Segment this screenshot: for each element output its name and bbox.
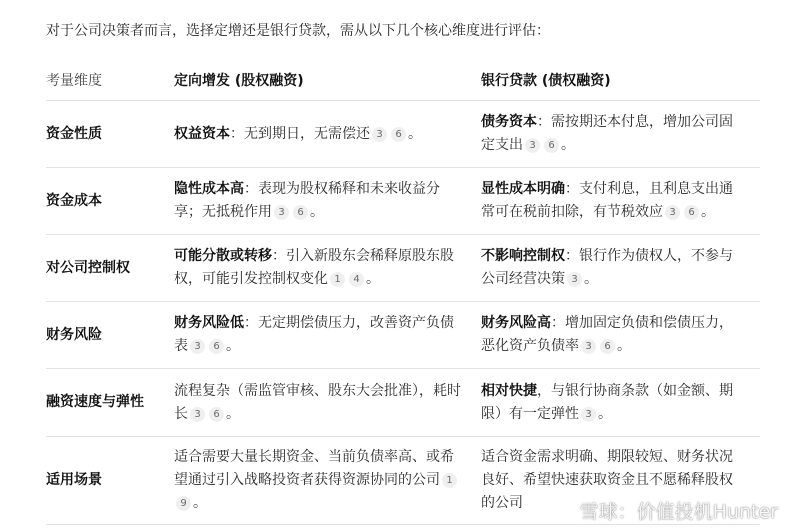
citation-badge[interactable]: 3 (581, 407, 596, 422)
private-placement-cell (174, 437, 481, 525)
private-placement-cell (174, 168, 481, 235)
citation-badge[interactable]: 6 (684, 205, 699, 220)
table-row (46, 235, 760, 302)
keyword-text: 财务风险高 (481, 315, 551, 331)
private-placement-cell (174, 101, 481, 168)
dimension-cell: 融资速度与弹性 (46, 369, 174, 437)
bank-loan-cell (481, 369, 760, 437)
citation-badge[interactable]: 3 (581, 339, 596, 354)
citation-badge[interactable]: 3 (525, 138, 540, 153)
citation-badge[interactable]: 6 (544, 138, 559, 153)
punctuation-text: 。 (226, 338, 240, 354)
bank-loan-cell (481, 101, 760, 168)
punctuation-text: 。 (193, 495, 207, 511)
header-dimension: 考量维度 (46, 62, 174, 101)
dimension-cell: 资金性质 (46, 101, 174, 168)
punctuation-text: 。 (701, 204, 715, 220)
citation-badge[interactable]: 3 (665, 205, 680, 220)
citation-badge[interactable]: 6 (600, 339, 615, 354)
bank-loan-cell (481, 235, 760, 302)
citation-badge[interactable]: 3 (190, 407, 205, 422)
header-private-placement: 定向增发 (股权融资) (174, 62, 481, 101)
watermark (546, 501, 778, 523)
keyword-text: 债务资本 (481, 114, 537, 130)
description-text: ：引入新股东会稀释原股东股权，可能引发控制权变化 (174, 248, 454, 287)
intro-text: 对于公司决策者而言，选择定增还是银行贷款，需从以下几个核心维度进行评估： (46, 23, 550, 39)
description-text: ：表现为股权稀释和未来收益分享；无抵税作用 (174, 181, 440, 220)
citation-badge[interactable]: 3 (372, 127, 387, 142)
citation-badge[interactable]: 6 (209, 407, 224, 422)
citation-badge[interactable]: 6 (209, 339, 224, 354)
dimension-cell: 适用场景 (46, 437, 174, 525)
description-text: ：需按期还本付息，增加公司固定支出 (481, 114, 733, 153)
private-placement-cell (174, 235, 481, 302)
keyword-text: 显性成本明确 (481, 181, 565, 197)
keyword-text: 财务风险低 (174, 315, 244, 331)
description-text: 适合需要大量长期资金、当前负债率高、或希望通过引入战略投资者获得资源协同的公司 (174, 449, 454, 488)
bank-loan-cell (481, 168, 760, 235)
citation-badge[interactable]: 1 (442, 473, 457, 488)
punctuation-text: 。 (408, 125, 422, 142)
description-text: ：无定期偿债压力，改善资产负债表 (174, 315, 454, 354)
citation-badge[interactable]: 6 (293, 205, 308, 220)
citation-badge[interactable]: 9 (176, 496, 191, 511)
keyword-text: 不影响控制权 (481, 248, 565, 264)
punctuation-text: 。 (584, 271, 598, 287)
keyword-text: 可能分散或转移 (174, 248, 272, 264)
snowball-logo-icon (546, 501, 576, 523)
citation-badge[interactable]: 3 (567, 272, 582, 287)
table-row (46, 168, 760, 235)
private-placement-cell (174, 369, 481, 437)
punctuation-text: 。 (598, 405, 612, 422)
comparison-table (46, 62, 760, 525)
watermark-text: 雪球：价值投机Hunter (579, 501, 778, 523)
dimension-cell: 资金成本 (46, 168, 174, 235)
header-bank-loan: 银行贷款 (债权融资) (481, 62, 760, 101)
punctuation-text: 。 (226, 405, 240, 422)
bank-loan-cell (481, 302, 760, 369)
description-text: ：增加固定负债和偿债压力，恶化资产负债率 (481, 315, 733, 354)
table-row (46, 302, 760, 369)
keyword-text: 隐性成本高 (174, 181, 244, 197)
punctuation-text: 。 (366, 271, 380, 287)
citation-badge[interactable]: 6 (391, 127, 406, 142)
description-text: 流程复杂（需监管审核、股东大会批准），耗时长 (174, 382, 461, 422)
description-text: 适合资金需求明确、期限较短、财务状况良好、希望快速获取资金且不愿稀释股权的公司 (481, 449, 733, 511)
table-row (46, 369, 760, 437)
description-text: ，与银行协商条款（如金额、期限）有一定弹性 (481, 382, 733, 422)
keyword-text: 权益资本 (174, 125, 230, 142)
description-text: ：银行作为债权人，不参与公司经营决策 (481, 248, 733, 287)
punctuation-text: 。 (561, 137, 575, 153)
keyword-text: 相对快捷 (481, 382, 537, 399)
table-row (46, 101, 760, 168)
punctuation-text: 。 (617, 338, 631, 354)
table-header-row (46, 62, 760, 101)
citation-badge[interactable]: 3 (274, 205, 289, 220)
citation-badge[interactable]: 1 (330, 272, 345, 287)
private-placement-cell (174, 302, 481, 369)
citation-badge[interactable]: 3 (190, 339, 205, 354)
dimension-cell: 财务风险 (46, 302, 174, 369)
dimension-cell: 对公司控制权 (46, 235, 174, 302)
description-text: ：支付利息，且利息支出通常可在税前扣除，有节税效应 (481, 181, 733, 220)
description-text: ：无到期日，无需偿还 (230, 125, 370, 142)
punctuation-text: 。 (310, 204, 324, 220)
table-body (46, 101, 760, 525)
citation-badge[interactable]: 4 (349, 272, 364, 287)
